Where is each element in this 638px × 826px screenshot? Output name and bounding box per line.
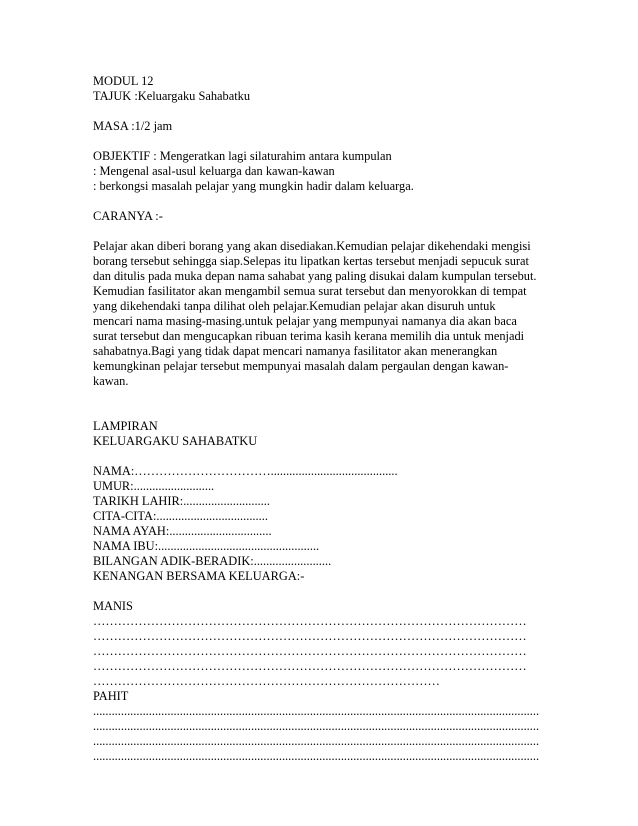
sweet-memories-line: …………………………………………………………………………………………… (93, 629, 527, 643)
form-field-siblings: BILANGAN ADIK-BERADIK:......................... (93, 554, 332, 568)
method-line: surat tersebut dan mengucapkan ribuan terima kasih kerana memilih dia untuk menjadi (93, 329, 525, 343)
objective-line-2: : Mengenal asal-usul keluarga dan kawan-kawan (93, 164, 335, 178)
document-content (93, 74, 543, 764)
method-heading: CARANYA :- (93, 209, 163, 223)
sweet-memories-label: MANIS (93, 599, 133, 613)
form-field-name: NAMA:……………………………......................................... (93, 464, 398, 478)
bitter-memories-line: ................................................................................................................................................ (93, 734, 540, 748)
sweet-memories-line: ………………………………………………………………………… (93, 674, 440, 688)
bitter-memories-line: ................................................................................................................................................ (93, 704, 540, 718)
module-number: MODUL 12 (93, 74, 154, 88)
method-line: yang dikehendaki tanpa dilihat oleh pelajar.Kemudian pelajar akan disuruh untuk (93, 299, 496, 313)
form-field-ambition: CITA-CITA:.................................... (93, 509, 268, 523)
bitter-memories-label: PAHIT (93, 689, 129, 703)
form-field-family-memories: KENANGAN BERSAMA KELUARGA:- (93, 569, 305, 583)
bitter-memories-line: ................................................................................................................................................ (93, 749, 540, 763)
method-line: Kemudian fasilitator akan mengambil semua surat tersebut dan menyorokkan di tempat (93, 284, 527, 298)
module-title: TAJUK :Keluargaku Sahabatku (93, 89, 251, 103)
sweet-memories-line: …………………………………………………………………………………………… (93, 644, 527, 658)
objective-line-3: : berkongsi masalah pelajar yang mungkin hadir dalam keluarga. (93, 179, 414, 193)
appendix-heading: LAMPIRAN (93, 419, 158, 433)
method-line: Pelajar akan diberi borang yang akan disediakan.Kemudian pelajar dikehendaki mengisi (93, 239, 531, 253)
method-line: mencari nama masing-masing.untuk pelajar yang mempunyai namanya dia akan baca (93, 314, 517, 328)
form-field-birthdate: TARIKH LAHIR:............................ (93, 494, 270, 508)
module-duration: MASA :1/2 jam (93, 119, 173, 133)
sweet-memories-line: …………………………………………………………………………………………… (93, 614, 527, 628)
method-line: borang tersebut sehingga siap.Selepas itu lipatkan kertas tersebut menjadi sepucuk surat (93, 254, 529, 268)
appendix-title: KELUARGAKU SAHABATKU (93, 434, 258, 448)
method-line: kemungkinan pelajar tersebut mempunyai masalah dalam pergaulan dengan kawan- (93, 359, 509, 373)
form-field-father-name: NAMA AYAH:................................. (93, 524, 272, 538)
bitter-memories-line: ................................................................................................................................................ (93, 719, 540, 733)
sweet-memories-line: …………………………………………………………………………………………… (93, 659, 527, 673)
method-line: dan ditulis pada muka depan nama sahabat yang paling disukai dalam kumpulan tersebut. (93, 269, 537, 283)
method-line: sahabatnya.Bagi yang tidak dapat mencari namanya fasilitator akan menerangkan (93, 344, 498, 358)
form-field-age: UMUR:.......................... (93, 479, 215, 493)
method-paragraph (93, 239, 545, 389)
objective-line-1: OBJEKTIF : Mengeratkan lagi silaturahim antara kumpulan (93, 149, 392, 163)
method-line: kawan. (93, 374, 129, 388)
form-field-mother-name: NAMA IBU:.................................................... (93, 539, 320, 553)
